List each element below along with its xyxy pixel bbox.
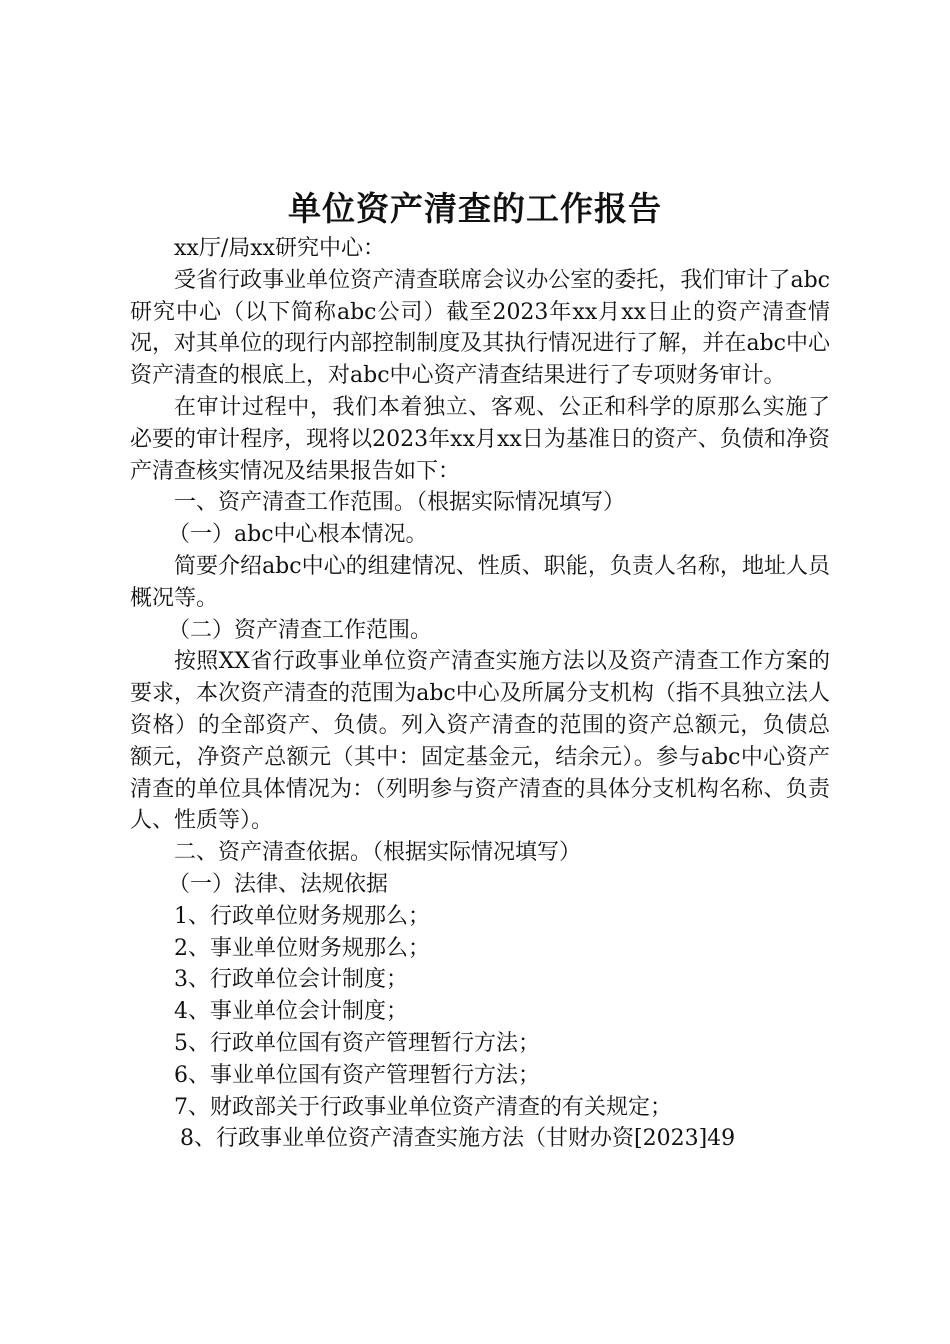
section-2-sub-1-heading: （一）法律、法规依据: [168, 871, 389, 897]
list-item: 5、行政单位国有资产管理暂行方法；: [174, 1030, 540, 1056]
audit-process-paragraph: 在审计过程中，我们本着独立、客观、公正和科学的原那么实施了必要的审计程序，现将以2023年xx月xx日为基准日的资产、负债和净资产清查核实情况及结果报告如下：: [130, 394, 830, 484]
section-2-heading: 二、资产清查依据。（根据实际情况填写）: [174, 840, 582, 866]
section-1-heading: 一、资产清查工作范围。（根据实际情况填写）: [174, 490, 626, 516]
list-item: 1、行政单位财务规那么；: [174, 903, 430, 929]
document-body: [130, 233, 830, 1155]
list-item: 7、财政部关于行政事业单位资产清查的有关规定；: [174, 1094, 672, 1120]
section-1-sub-2-heading: （二）资产清查工作范围。: [168, 617, 433, 643]
list-item: 4、事业单位会计制度；: [174, 999, 408, 1025]
salutation: xx厅/局xx研究中心：: [174, 236, 386, 261]
intro-paragraph: 受省行政事业单位资产清查联席会议办公室的委托，我们审计了abc研究中心（以下简称abc公司）截至2023年xx月xx日止的资产清查情况，对其单位的现行内部控制制度及其执行情况进行了解，并在abc中心资产清查的根底上，对abc中心资产清查结果进行了专项财务审计。: [130, 267, 830, 389]
list-item: 2、事业单位财务规那么；: [174, 935, 430, 961]
list-item: 3、行政单位会计制度；: [174, 967, 408, 993]
section-1-sub-1-heading: （一）abc中心根本情况。: [168, 522, 428, 548]
list-item: 6、事业单位国有资产管理暂行方法；: [174, 1062, 540, 1088]
section-1-sub-2-text: 按照XX省行政事业单位资产清查实施方法以及资产清查工作方案的要求，本次资产清查的范围为abc中心及所属分支机构（指不具独立法人资格）的全部资产、负债。列入资产清查的范围的资产总额元，负债总额元，净资产总额元（其中：固定基金元，结余元）。参与abc中心资产清查的单位具体情况为：（列明参与资产清查的具体分支机构名称、负责人、性质等）。: [130, 649, 830, 834]
document-title: 单位资产清查的工作报告: [288, 189, 662, 228]
list-item: 8、行政事业单位资产清查实施方法（甘财办资[2023]49: [180, 1126, 736, 1152]
section-1-sub-1-text: 简要介绍abc中心的组建情况、性质、职能，负责人名称，地址人员概况等。: [130, 553, 830, 611]
